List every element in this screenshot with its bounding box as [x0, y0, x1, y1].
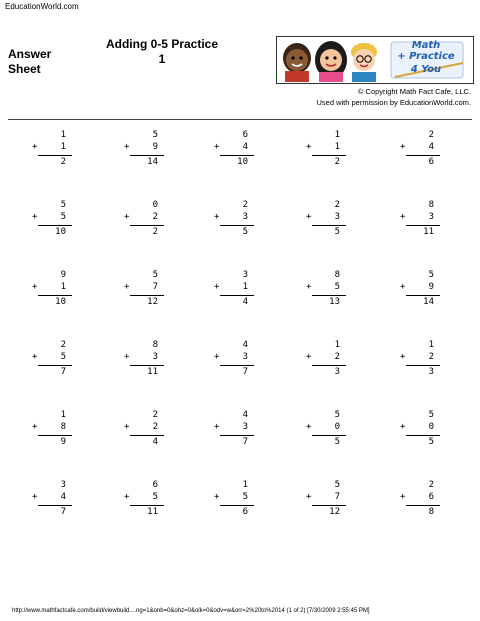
plus-sign: +	[32, 492, 38, 502]
top-number: 1	[334, 340, 340, 350]
answer-number: 5	[428, 437, 434, 447]
addition-problem	[122, 480, 164, 528]
answer-sheet-line1: Answer	[8, 47, 52, 61]
answer-number: 3	[334, 367, 340, 377]
bottom-number: 1	[334, 142, 340, 152]
sum-line	[220, 225, 254, 226]
top-number: 2	[334, 200, 340, 210]
addition-problem	[30, 130, 72, 178]
sum-line	[38, 435, 72, 436]
sum-line	[130, 225, 164, 226]
bottom-number: 2	[428, 352, 434, 362]
plus-sign: +	[214, 422, 220, 432]
bottom-number: 5	[152, 492, 158, 502]
addition-problem	[30, 480, 72, 528]
bottom-number: 7	[334, 492, 340, 502]
bottom-number: 4	[428, 142, 434, 152]
bottom-number: 5	[242, 492, 248, 502]
addition-problem	[212, 340, 254, 388]
plus-sign: +	[124, 282, 130, 292]
top-number: 4	[242, 410, 248, 420]
plus-sign: +	[306, 142, 312, 152]
answer-number: 7	[242, 437, 248, 447]
plus-sign: +	[32, 422, 38, 432]
plus-sign: +	[400, 492, 406, 502]
sum-line	[312, 155, 346, 156]
bottom-number: 5	[60, 352, 66, 362]
addition-problem	[212, 130, 254, 178]
answer-number: 9	[60, 437, 66, 447]
sum-line	[406, 155, 440, 156]
bottom-number: 6	[428, 492, 434, 502]
page-title-line2: 1	[158, 52, 166, 66]
sum-line	[406, 435, 440, 436]
top-number: 1	[428, 340, 434, 350]
answer-number: 12	[147, 297, 158, 307]
answer-number: 7	[242, 367, 248, 377]
answer-number: 10	[55, 227, 66, 237]
plus-sign: +	[214, 352, 220, 362]
addition-problem	[212, 270, 254, 318]
answer-number: 7	[60, 507, 66, 517]
plus-sign: +	[306, 282, 312, 292]
answer-number: 2	[60, 157, 66, 167]
sum-line	[312, 225, 346, 226]
top-number: 8	[152, 340, 158, 350]
top-number: 5	[428, 270, 434, 280]
sum-line	[130, 155, 164, 156]
sum-line	[220, 365, 254, 366]
plus-sign: +	[214, 142, 220, 152]
answer-number: 12	[329, 507, 340, 517]
top-number: 1	[60, 130, 66, 140]
addition-problem	[398, 480, 440, 528]
plus-sign: +	[124, 492, 130, 502]
page-title-line1: Adding 0-5 Practice	[105, 37, 219, 51]
sum-line	[130, 365, 164, 366]
addition-problem	[304, 200, 346, 248]
answer-number: 2	[152, 227, 158, 237]
bottom-number: 2	[334, 352, 340, 362]
addition-problem	[212, 410, 254, 458]
plus-sign: +	[306, 422, 312, 432]
answer-number: 2	[334, 157, 340, 167]
top-number: 1	[60, 410, 66, 420]
answer-number: 11	[423, 227, 434, 237]
bottom-number: 3	[334, 212, 340, 222]
top-number: 2	[428, 480, 434, 490]
sum-line	[406, 295, 440, 296]
plus-sign: +	[32, 212, 38, 222]
answer-number: 6	[242, 507, 248, 517]
plus-sign: +	[400, 212, 406, 222]
logo-text-line1: Math	[411, 40, 441, 51]
top-number: 3	[242, 270, 248, 280]
sum-line	[130, 435, 164, 436]
top-number: 5	[60, 200, 66, 210]
copyright-line1: © Copyright Math Fact Cafe, LLC.	[357, 87, 471, 96]
top-number: 0	[152, 200, 158, 210]
sum-line	[220, 505, 254, 506]
answer-number: 10	[237, 157, 248, 167]
answer-number: 5	[242, 227, 248, 237]
addition-problem	[122, 270, 164, 318]
sum-line	[38, 225, 72, 226]
bottom-number: 2	[152, 422, 158, 432]
sum-line	[406, 225, 440, 226]
bottom-number: 5	[60, 212, 66, 222]
kids-illustration-icon	[279, 38, 387, 82]
plus-sign: +	[400, 142, 406, 152]
top-number: 9	[60, 270, 66, 280]
bottom-number: 3	[242, 352, 248, 362]
answer-number: 14	[423, 297, 434, 307]
addition-problem	[398, 130, 440, 178]
plus-sign: +	[400, 422, 406, 432]
addition-problem	[398, 410, 440, 458]
sum-line	[38, 505, 72, 506]
bottom-number: 9	[152, 142, 158, 152]
answer-number: 5	[334, 437, 340, 447]
addition-problem	[304, 270, 346, 318]
bottom-number: 8	[60, 422, 66, 432]
top-number: 6	[242, 130, 248, 140]
answer-number: 11	[147, 507, 158, 517]
sum-line	[130, 505, 164, 506]
plus-sign: +	[400, 352, 406, 362]
bottom-number: 3	[428, 212, 434, 222]
plus-sign: +	[214, 492, 220, 502]
addition-problem	[122, 410, 164, 458]
addition-problem	[30, 340, 72, 388]
plus-sign: +	[124, 422, 130, 432]
copyright-notice	[316, 86, 471, 108]
math-practice-logo	[276, 36, 474, 84]
plus-sign: +	[124, 212, 130, 222]
answer-number: 13	[329, 297, 340, 307]
plus-sign: +	[214, 212, 220, 222]
sum-line	[220, 295, 254, 296]
addition-problem	[30, 270, 72, 318]
sum-line	[220, 155, 254, 156]
bottom-number: 9	[428, 282, 434, 292]
sum-line	[406, 505, 440, 506]
page-title	[92, 37, 232, 67]
bottom-number: 4	[60, 492, 66, 502]
answer-number: 6	[428, 157, 434, 167]
answer-number: 8	[428, 507, 434, 517]
plus-sign: +	[124, 352, 130, 362]
answer-sheet-label	[8, 47, 51, 77]
plus-sign: +	[32, 142, 38, 152]
sum-line	[130, 295, 164, 296]
addition-problem	[398, 340, 440, 388]
addition-problem	[30, 410, 72, 458]
top-number: 3	[60, 480, 66, 490]
answer-number: 5	[334, 227, 340, 237]
bottom-number: 1	[60, 142, 66, 152]
addition-problem	[304, 410, 346, 458]
addition-problem	[398, 270, 440, 318]
top-number: 5	[152, 130, 158, 140]
bottom-number: 2	[152, 212, 158, 222]
sum-line	[406, 365, 440, 366]
bottom-number: 1	[60, 282, 66, 292]
addition-problem	[212, 480, 254, 528]
sum-line	[312, 435, 346, 436]
sum-line	[312, 295, 346, 296]
answer-number: 11	[147, 367, 158, 377]
answer-number: 10	[55, 297, 66, 307]
sum-line	[38, 295, 72, 296]
site-header: EducationWorld.com	[5, 2, 79, 11]
top-number: 5	[334, 480, 340, 490]
header-divider	[8, 119, 472, 120]
top-number: 2	[60, 340, 66, 350]
bottom-number: 3	[242, 212, 248, 222]
addition-problem	[122, 340, 164, 388]
bottom-number: 5	[334, 282, 340, 292]
bottom-number: 3	[152, 352, 158, 362]
bottom-number: 7	[152, 282, 158, 292]
logo-text-line2: + Practice	[397, 51, 455, 62]
answer-sheet-line2: Sheet	[8, 62, 41, 76]
top-number: 1	[242, 480, 248, 490]
answer-number: 4	[242, 297, 248, 307]
top-number: 5	[334, 410, 340, 420]
addition-problem	[304, 340, 346, 388]
addition-problem	[212, 200, 254, 248]
plus-sign: +	[32, 282, 38, 292]
top-number: 8	[428, 200, 434, 210]
top-number: 2	[428, 130, 434, 140]
top-number: 5	[428, 410, 434, 420]
plus-sign: +	[124, 142, 130, 152]
sum-line	[38, 155, 72, 156]
bottom-number: 0	[334, 422, 340, 432]
top-number: 8	[334, 270, 340, 280]
sum-line	[220, 435, 254, 436]
bottom-number: 4	[242, 142, 248, 152]
top-number: 4	[242, 340, 248, 350]
answer-number: 7	[60, 367, 66, 377]
answer-number: 14	[147, 157, 158, 167]
bottom-number: 3	[242, 422, 248, 432]
footer-url: http://www.mathfactcafe.com/build/viewbuild....ng=1&onb=0&ohz=0&olk=0&odv=w&orr=2%20to%2014 (1 of 2) [7/30/2009 2:55:45 PM]	[12, 608, 370, 614]
addition-problem	[122, 200, 164, 248]
plus-sign: +	[214, 282, 220, 292]
answer-number: 4	[152, 437, 158, 447]
logo-text-line3: 4 You	[410, 64, 442, 75]
addition-problem	[398, 200, 440, 248]
addition-problem	[304, 130, 346, 178]
sum-line	[38, 365, 72, 366]
top-number: 1	[334, 130, 340, 140]
plus-sign: +	[306, 212, 312, 222]
top-number: 2	[242, 200, 248, 210]
plus-sign: +	[32, 352, 38, 362]
sum-line	[312, 505, 346, 506]
answer-number: 3	[428, 367, 434, 377]
top-number: 5	[152, 270, 158, 280]
addition-problem	[304, 480, 346, 528]
plus-sign: +	[306, 352, 312, 362]
top-number: 2	[152, 410, 158, 420]
addition-problem	[30, 200, 72, 248]
logo-text	[387, 39, 471, 81]
addition-problem	[122, 130, 164, 178]
bottom-number: 0	[428, 422, 434, 432]
sum-line	[312, 365, 346, 366]
top-number: 6	[152, 480, 158, 490]
bottom-number: 1	[242, 282, 248, 292]
plus-sign: +	[306, 492, 312, 502]
copyright-line2: Used with permission by EducationWorld.com.	[316, 98, 471, 107]
plus-sign: +	[400, 282, 406, 292]
